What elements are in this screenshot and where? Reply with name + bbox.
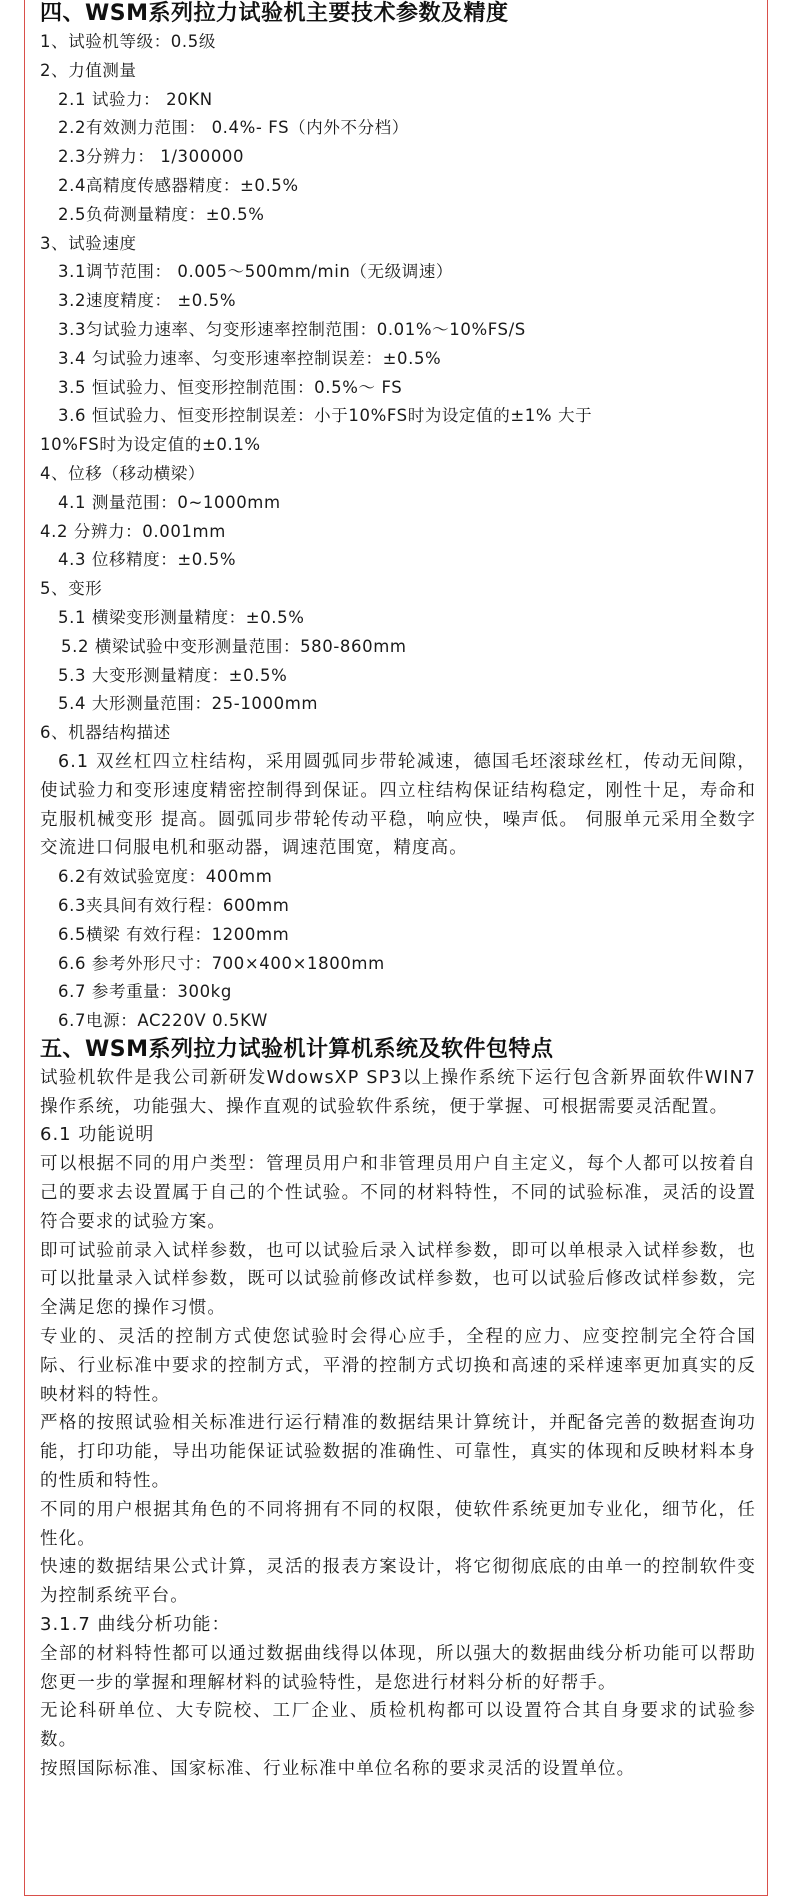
feature-paragraph: 即可试验前录入试样参数，也可以试验后录入试样参数，即可以单根录入试样参数，也可以批量录入试样参数，既可以试验前修改试样参数，也可以试验后修改试样参数，完全满足您的操作习惯。 <box>40 1240 756 1319</box>
feature-paragraph: 不同的用户根据其角色的不同将拥有不同的权限，使软件系统更加专业化，细节化，任性化。 <box>40 1499 756 1549</box>
feature-paragraph: 快速的数据结果公式计算，灵活的报表方案设计，将它彻彻底底的由单一的控制软件变为控制系统平台。 <box>40 1557 756 1607</box>
spec-line: 2.5负荷测量精度：±0.5% <box>58 204 265 224</box>
structure-line: 6.6 参考外形尺寸：700×400×1800mm <box>58 953 385 973</box>
spec-heading: 5、变形 <box>40 579 103 599</box>
feature-paragraph: 可以根据不同的用户类型：管理员用户和非管理员用户自主定义，每个人都可以按着自己的要求去设置属于自己的个性试验。不同的材料特性，不同的试验标准，灵活的设置符合要求的试验方案。 <box>40 1154 756 1232</box>
feature-paragraph: 严格的按照试验相关标准进行运行精准的数据结果计算统计，并配备完善的数据查询功能，打印功能，导出功能保证试验数据的准确性、可靠性，真实的体现和反映材料本身的性质和特性。 <box>40 1413 756 1492</box>
spec-line: 2.3分辨力： 1/300000 <box>58 147 245 167</box>
structure-line: 6.3夹具间有效行程：600mm <box>58 895 290 915</box>
spec-line: 5.2 横梁试验中变形测量范围：580-860mm <box>61 636 407 656</box>
curve-paragraph: 全部的材料特性都可以通过数据曲线得以体现，所以强大的数据曲线分析功能可以帮助您更一步的掌握和理解材料的试验特性，是您进行材料分析的好帮手。 <box>40 1643 756 1693</box>
structure-line: 6.5横梁 有效行程：1200mm <box>58 924 290 944</box>
structure-line: 6.2有效试验宽度：400mm <box>58 867 273 887</box>
curve-paragraph: 按照国际标准、国家标准、行业标准中单位名称的要求灵活的设置单位。 <box>40 1759 636 1780</box>
spec-line: 3.6 恒试验力、恒变形控制误差：小于10%FS时为设定值的±1% 大于 <box>58 406 593 426</box>
spec-heading: 6、机器结构描述 <box>40 723 171 743</box>
spec-line: 3.3匀试验力速率、匀变形速率控制范围：0.01%～10%FS/S <box>58 319 526 339</box>
spec-line: 3.5 恒试验力、恒变形控制范围：0.5%～ FS <box>58 377 403 397</box>
spec-line: 3.1调节范围： 0.005～500mm/min（无级调速） <box>58 262 454 282</box>
structure-line: 6.7 参考重量：300kg <box>58 982 232 1002</box>
spec-line: 2.1 试验力： 20KN <box>58 89 213 109</box>
subsection-heading: 3.1.7 曲线分析功能： <box>40 1614 231 1636</box>
spec-line: 2.2有效测力范围： 0.4%- FS（内外不分档） <box>58 118 409 138</box>
spec-line: 4.1 测量范围：0~1000mm <box>58 492 281 512</box>
software-intro: 试验机软件是我公司新研发WdowsXP SP3以上操作系统下运行包含新界面软件WIN7操作系统，功能强大、操作直观的试验软件系统，便于掌握、可根据需要灵活配置。 <box>40 1067 756 1117</box>
spec-heading: 2、力值测量 <box>40 60 137 80</box>
spec-line: 4.2 分辨力：0.001mm <box>40 521 226 541</box>
spec-line: 5.4 大形测量范围：25-1000mm <box>58 694 319 714</box>
spec-line: 3.4 匀试验力速率、匀变形速率控制误差：±0.5% <box>58 348 442 368</box>
spec-line: 3.2速度精度： ±0.5% <box>58 291 237 311</box>
section-5-title: 五、WSM系列拉力试验机计算机系统及软件包特点 <box>40 1036 554 1062</box>
spec-line: 5.3 大变形测量精度：±0.5% <box>58 665 288 685</box>
curve-paragraph: 无论科研单位、大专院校、工厂企业、质检机构都可以设置符合其自身要求的试验参数。 <box>40 1701 756 1751</box>
feature-paragraph: 专业的、灵活的控制方式使您试验时会得心应手，全程的应力、应变控制完全符合国际、行业标准中要求的控制方式，平滑的控制方式切换和高速的采样速率更加真实的反映材料的特性。 <box>40 1327 756 1405</box>
subsection-heading: 6.1 功能说明 <box>40 1124 155 1146</box>
document-body <box>40 0 756 1784</box>
spec-line: 2.4高精度传感器精度：±0.5% <box>58 175 299 195</box>
spec-heading: 3、试验速度 <box>40 233 137 253</box>
spec-line-continued: 10%FS时为设定值的±0.1% <box>40 435 261 455</box>
structure-paragraph: 6.1 双丝杠四立柱结构，采用圆弧同步带轮减速，德国毛坯滚球丝杠，传动无间隙，使试验力和变形速度精密控制得到保证。四立柱结构保证结构稳定，刚性十足，寿命和克服机械变形 提高。圆弧同步带轮传动平稳，响应快，噪声低。 伺服单元采用全数字交流进口伺服电机和驱动器，调速范围宽，精度高。 <box>40 751 756 859</box>
structure-line: 6.7电源：AC220V 0.5KW <box>58 1011 268 1031</box>
spec-heading: 4、位移（移动横梁） <box>40 463 205 483</box>
spec-line: 5.1 横梁变形测量精度：±0.5% <box>58 607 305 627</box>
spec-line: 4.3 位移精度：±0.5% <box>58 550 237 570</box>
section-4-title: 四、WSM系列拉力试验机主要技术参数及精度 <box>40 1 509 26</box>
spec-line: 1、试验机等级：0.5级 <box>40 32 216 51</box>
